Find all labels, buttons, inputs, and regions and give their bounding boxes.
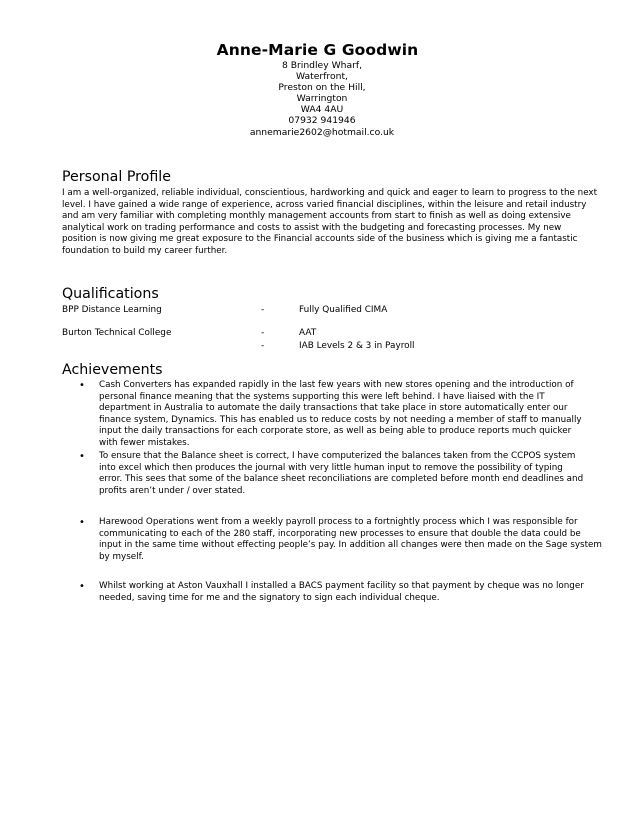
achievement-item [62,517,602,564]
profile-line: analytical work on trading performance and costs to assist with the budgeting and forecasting processes. My new [62,222,562,233]
achievement-line: Whilst working at Aston Vauxhall I installed a BACS payment facility so that payment by cheque was no longer [99,581,584,591]
cv-header [0,40,638,138]
achievement-line: needed, saving time for me and the signatory to sign each individual cheque. [99,592,440,603]
profile-line: foundation to build my career further. [62,245,228,256]
achievement-text [99,581,584,604]
qualification-award: IAB Levels 2 & 3 in Payroll [299,341,415,351]
achievement-line: department in Australia to automate the daily transactions that take place in store automatically enter our [99,403,568,413]
candidate-name: Anne-Marie G Goodwin [216,41,419,59]
achievement-line: communicating to each of the 280 staff, incorporating new processes to ensure that double the data could be [99,528,581,539]
qualification-institution: BPP Distance Learning [62,305,162,315]
qualification-row [62,327,602,339]
address-line: Preston on the Hill, [278,82,366,94]
achievement-line: profits aren’t under / over stated. [99,485,246,496]
address-line: Waterfront, [296,71,348,83]
achievement-line: input the daily transactions for each corporate store, as well as being able to produce reports much quicker [99,426,572,436]
qualifications-heading: Qualifications [62,286,159,302]
profile-line: I am a well-organized, reliable individual, conscientious, hardworking and quick and eager to learn to progress to the next [62,188,598,198]
achievement-text [99,517,602,563]
profile-paragraph [62,188,598,257]
achievement-line: input in the same time without effecting people’s pay. In addition all changes were then made on the Sage system [99,540,602,550]
achievement-item [62,581,582,605]
profile-line: and am very familiar with completing monthly management accounts from start to finish as well as doing extensive [62,211,571,221]
achievement-line: Harewood Operations went from a weekly payroll process to a fortnightly process which I was responsible for [99,517,578,527]
qualification-award: Fully Qualified CIMA [299,305,388,315]
bullet-icon: • [79,517,85,528]
phone-number: 07932 941946 [288,115,356,127]
achievement-item [62,380,582,450]
achievement-line: error. This sees that some of the balance sheet reconciliations are completed before month end deadlines and [99,474,584,484]
profile-line: position is now giving me great exposure to the Financial accounts side of the business which is giving me a fantastic [62,234,578,244]
bullet-icon: • [79,380,85,391]
profile-line: level. I have gained a wide range of experience, across varied financial disciplines, within the leisure and retail industry [62,199,587,210]
achievement-line: To ensure that the Balance sheet is correct, I have computerized the balances taken from the CCPOS system [99,451,576,461]
achievement-text [99,380,582,449]
qualification-row [62,304,602,316]
achievement-line: finance system, Dynamics. This has enabled us to reduce costs by not needing a member of staff to manually [99,414,582,425]
profile-heading: Personal Profile [62,169,171,185]
address-line: Warrington [296,93,348,105]
contact-details [0,60,638,138]
achievement-text [99,451,583,497]
qualification-dash: - [261,341,265,351]
qualification-award: AAT [299,328,317,338]
bullet-icon: • [79,451,85,462]
address-line: 8 Brindley Wharf, [281,60,363,71]
postcode: WA4 4AU [300,104,344,116]
achievement-line: into excel which then produces the journal with very little human input to remove the possibility of typing [99,462,563,473]
qualification-dash: - [261,328,265,338]
achievement-line: with fewer mistakes. [99,437,190,448]
qualification-row [62,340,602,352]
qualification-institution: Burton Technical College [62,328,172,338]
qualification-dash: - [261,305,265,315]
achievement-line: by myself. [99,551,144,562]
achievement-line: Cash Converters has expanded rapidly in the last few years with new stores opening and the introduction of [99,380,574,390]
achievements-heading: Achievements [62,362,163,378]
email-address: annemarie2602@hotmail.co.uk [249,126,395,138]
achievement-item [62,451,582,498]
achievement-line: personal finance meaning that the systems supporting this were left behind. I have liaised with the IT [99,391,545,402]
bullet-icon: • [79,581,85,592]
